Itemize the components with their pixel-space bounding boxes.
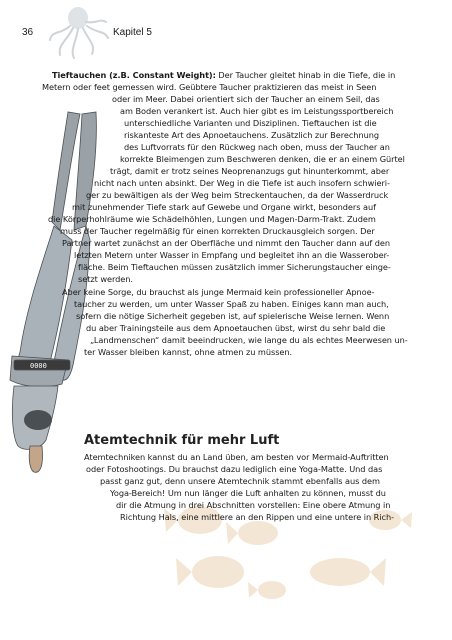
section-heading: Atemtechnik für mehr Luft (84, 433, 280, 448)
paragraph-line: die Körperhohlräume wie Schädelhöhlen, Lungen und Magen-Darm-Trakt. Zudem (48, 214, 376, 224)
paragraph-line: am Boden verankert ist. Auch hier gibt es im Leistungssportbereich (120, 106, 394, 116)
paragraph-lead: Tieftauchen (z.B. Constant Weight): (52, 70, 216, 80)
paragraph-line: oder im Meer. Dabei orientiert sich der Taucher an einem Seil, das (112, 94, 380, 104)
paragraph-line: des Luftvorrats für den Rückweg nach oben, muss der Taucher an (124, 142, 390, 152)
paragraph-line: nicht nach unten absinkt. Der Weg in die Tiefe ist auch insofern schwieri- (94, 178, 390, 188)
paragraph-line: fläche. Beim Tieftauchen müssen zusätzlich immer Sicherungstaucher einge- (78, 262, 391, 272)
paragraph-line: Aber keine Sorge, du brauchst als junge Mermaid kein professioneller Apnoe- (62, 287, 375, 297)
paragraph-text: Der Taucher gleitet hinab in die Tiefe, die in (215, 70, 396, 80)
paragraph-line: sofern die nötige Sicherheit gegeben ist, auf spielerische Weise lernen. Wenn (76, 311, 390, 321)
paragraph-line: Richtung Hals, eine mittlere an den Rippen und eine untere in Rich- (120, 512, 395, 522)
paragraph-line: setzt werden. (78, 274, 133, 284)
paragraph-line: oder Fotoshootings. Du brauchst dazu lediglich eine Yoga-Matte. Und das (86, 464, 383, 474)
chapter-title: Kapitel 5 (113, 27, 152, 38)
paragraph-line: „Landmenschen“ damit beeindrucken, wie lange du als echtes Meerwesen un- (90, 335, 408, 345)
paragraph-line: riskanteste Art des Apnoetauchens. Zusätzlich zur Berechnung (124, 130, 380, 140)
paragraph-line: ter Wasser bleiben kannst, ohne atmen zu müssen. (84, 347, 293, 357)
paragraph-line: muss der Taucher regelmäßig für einen korrekten Druckausgleich sorgen. Der (60, 226, 375, 236)
paragraph-line: letzten Metern unter Wasser in Empfang und begleitet ihn an die Wasserober- (74, 250, 390, 260)
paragraph-line: Metern oder feet gemessen wird. Geübtere Taucher praktizieren das meist in Seen (42, 82, 377, 92)
paragraph-line: du aber Trainingsteile aus dem Apnoetauchen übst, wirst du sehr bald die (86, 323, 386, 333)
paragraph-line: Yoga-Bereich! Um nun länger die Luft anhalten zu können, musst du (110, 488, 386, 498)
paragraph-line: dir die Atmung in drei Abschnitten vorstellen: Eine obere Atmung in (116, 500, 391, 510)
paragraph-line: Atemtechniken kannst du an Land üben, am besten vor Mermaid-Auftritten (84, 452, 389, 462)
paragraph-line: passt ganz gut, denn unsere Atemtechnik stammt ebenfalls aus dem (100, 476, 380, 486)
weight-belt-text: 0000 (30, 362, 47, 370)
page-number: 36 (22, 27, 34, 38)
paragraph-line: korrekte Bleimengen zum Beschweren denken, die er an einem Gürtel (120, 154, 405, 164)
paragraph-line: taucher zu werden, um unter Wasser Spaß zu haben. Einiges kann man auch, (74, 299, 389, 309)
paragraph-line: ger zu bewältigen als der Weg beim Streckentauchen, da der Wasserdruck (86, 190, 389, 200)
paragraph-line: Partner wartet zunächst an der Oberfläche und nimmt den Taucher dann auf den (62, 238, 391, 248)
paragraph-line: unterschiedliche Varianten und Disziplinen. Tieftauchen ist die (124, 118, 377, 128)
paragraph-line: mit zunehmender Tiefe stark auf Gewebe und Organe wirkt, besonders auf (72, 202, 376, 212)
paragraph-line: trägt, damit er trotz seines Neoprenanzugs gut hinunterkommt, aber (110, 166, 390, 176)
